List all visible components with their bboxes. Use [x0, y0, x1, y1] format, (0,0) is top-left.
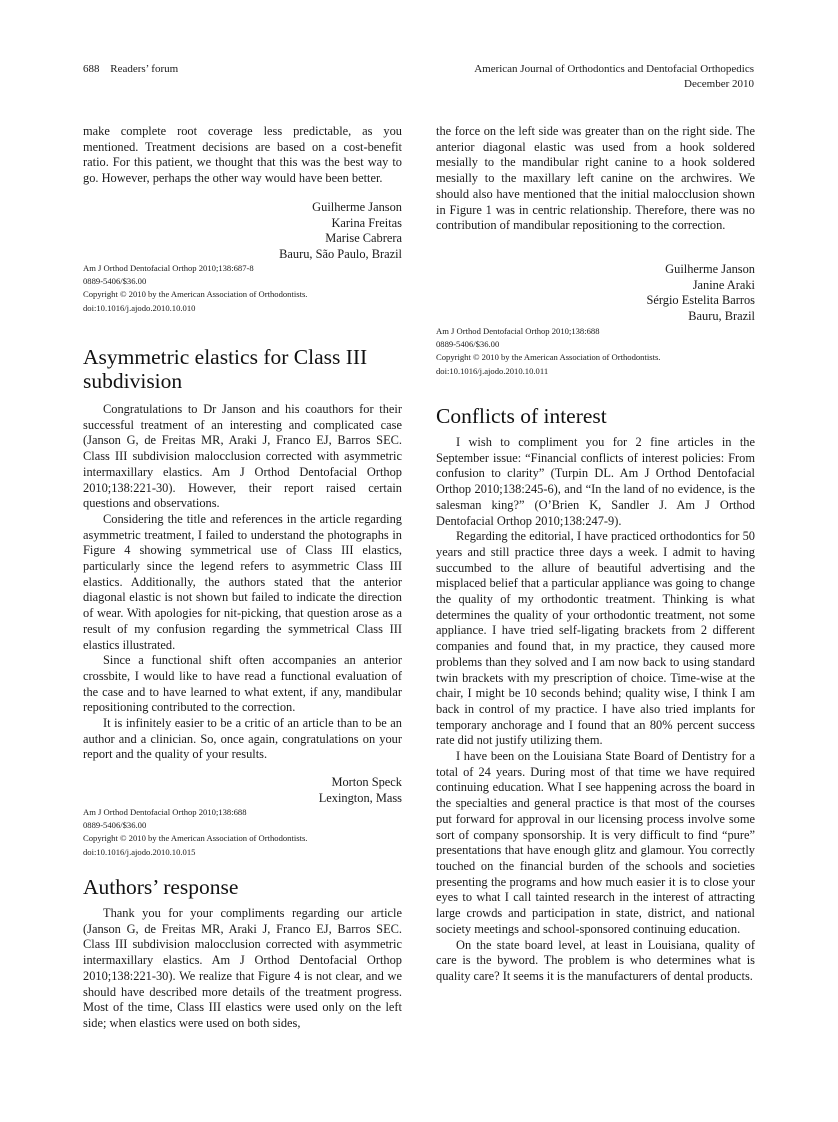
author-location: Bauru, São Paulo, Brazil [279, 247, 402, 262]
section-title: Authors’ response [83, 875, 239, 899]
letter-conflicts-of-interest [436, 404, 755, 428]
continued-letter [83, 124, 402, 187]
issn-price: 0889-5406/$36.00 [436, 339, 500, 350]
author-location: Bauru, Brazil [688, 309, 755, 324]
running-header-left [83, 62, 178, 77]
authors-response-continued [436, 124, 755, 234]
paragraph: On the state board level, at least in Louisiana, quality of care is the byword. The problem is who determines what is quality care? It seems it is the manufacturers of dental products. [436, 937, 755, 983]
paragraph: Regarding the editorial, I have practiced orthodontics for 50 years and still practice three days a week. I admit to having succumbed to the allure of beautiful advertising and the misplaced belief that a particular appliance was going to change the quality of my orthodontic treatment. Thinking is what determines the quality of your orthodontic treatment, not some appliance. I have tried self-ligating brackets from 2 different companies and found that, in my practice, they caused more problems than they solved and I am now back to using standard twin brackets with my prescription of choice. Time-wise at the chair, I might be 10 seconds behind; quality wise, I think I am back in control of my practice. I have also tried implants for temporary anchorage and I found that an 80% percent success rate did not justify utilizing them. [436, 529, 755, 748]
author-location: Lexington, Mass [318, 790, 402, 805]
citation: Am J Orthod Dentofacial Orthop 2010;138:687-8 [83, 263, 254, 273]
page-number: 688 [83, 63, 100, 75]
signature-block [83, 200, 402, 263]
authors-response [83, 875, 402, 899]
paragraph: make complete root coverage less predictable, as you mentioned. Treatment decisions are based on a cost-benefit ratio. For this patient, we thought that this was the best way to go. However, perhaps the other way would have been better. [83, 124, 402, 186]
issn-price: 0889-5406/$36.00 [83, 820, 147, 831]
paragraph: Considering the title and references in the article regarding asymmetric treatment, I failed to understand the photographs in Figure 4 showing symmetrical use of Class III elastics, particularly since the legend refers to asymmetric Class III elastics. Additionally, the authors stated that the anterior diagonal elastic is not shown but failed to indicate the direction of wear. With apologies for nit-picking, that question arose as a result of my confusion regarding the symmetrical Class III elastics illustrated. [83, 511, 402, 652]
paragraph: the force on the left side was greater than on the right side. The anterior diagonal elastic was used from a hook soldered mesially to the mandibular right canine to a hook soldered mesially to the maxillary left canine on the archwires. We should also have mentioned that the initial malocclusion shown in Figure 1 was in centric relationship. Therefore, there was no contribution of mandibular repositioning to the correction. [436, 124, 755, 233]
letter-body [83, 402, 402, 763]
paragraph: It is infinitely easier to be a critic of an article than to be an author and a clinician. So, once again, congratulations on your report and the quality of your results. [83, 716, 402, 762]
author-name: Sérgio Estelita Barros [646, 293, 755, 308]
paragraph: Congratulations to Dr Janson and his coauthors for their successful treatment of an interesting and complicated case (Janson G, de Freitas MR, Araki J, Franco EJ, Barros SEC. Class III subdivision malocclusion corrected with asymmetric intermaxillary elastics. Am J Orthod Dentofacial Orthop 2010;138:221-30). However, their report raised certain questions and observations. [83, 402, 402, 511]
authors-response-body [83, 906, 402, 1032]
signature-block [83, 775, 402, 806]
author-name: Guilherme Janson [665, 262, 755, 276]
citation: Am J Orthod Dentofacial Orthop 2010;138:688 [436, 326, 600, 336]
citation: Am J Orthod Dentofacial Orthop 2010;138:688 [83, 807, 247, 817]
copyright: Copyright © 2010 by the American Association of Orthodontists. [83, 833, 308, 844]
signature-block [436, 262, 755, 325]
issn-price: 0889-5406/$36.00 [83, 276, 147, 287]
author-name: Morton Speck [331, 775, 402, 789]
copyright: Copyright © 2010 by the American Association of Orthodontists. [83, 289, 308, 300]
letter-title: Conflicts of interest [436, 404, 607, 428]
doi-link[interactable]: doi:10.1016/j.ajodo.2010.10.011 [436, 365, 549, 376]
author-name: Karina Freitas [331, 215, 402, 230]
article-meta [83, 806, 402, 859]
author-name: Marise Cabrera [325, 231, 402, 246]
author-name: Guilherme Janson [312, 200, 402, 214]
author-name: Janine Araki [692, 277, 755, 292]
letter-body [436, 435, 755, 985]
paragraph: I have been on the Louisiana State Board of Dentistry for a total of 24 years. During most of that time we have required continuing education. What I see happening across the board in the specialties and general practice is that most of the courses put forward for approval in our licensing process involve some sort of company sponsorship. It is very difficult to find “pure” presentations that have enough glitz and glamour. You correctly touched on the financial burden of the schools and societies presenting the programs and how much easier it is to close your eyes to what I call tainted research in the interest of attracting large crowds and participation in state, district, and national society meetings and school-sponsored continuing education. [436, 749, 755, 936]
article-meta [436, 325, 755, 378]
journal-name: American Journal of Orthodontics and Dentofacial Orthopedics [474, 63, 754, 75]
running-header-right [474, 62, 754, 92]
doi-link[interactable]: doi:10.1016/j.ajodo.2010.10.015 [83, 846, 196, 857]
letter-title: Asymmetric elastics for Class III subdivision [83, 345, 368, 393]
doi-link[interactable]: doi:10.1016/j.ajodo.2010.10.010 [83, 302, 196, 313]
section-name: Readers’ forum [110, 63, 179, 75]
paragraph: Thank you for your compliments regarding our article (Janson G, de Freitas MR, Araki J, Franco EJ, Barros SEC. Class III subdivision malocclusion corrected with asymmetric intermaxillary elastics. Am J Orthod Dentofacial Orthop 2010;138:221-30). We realize that Figure 4 is not clear, and we should have described more details of the treatment progress. Most of the time, Class III elastics were used only on the left side; when elastics were used on both sides, [83, 906, 402, 1030]
article-meta [83, 262, 402, 315]
letter-asymmetric-elastics [83, 345, 402, 393]
issue-date: December 2010 [684, 78, 754, 90]
paragraph: Since a functional shift often accompanies an anterior crossbite, I would like to have read a functional evaluation of the case and to have learned to what extent, if any, mandibular repositioning contributed to the correction. [83, 653, 402, 715]
paragraph: I wish to compliment you for 2 fine articles in the September issue: “Financial conflicts of interest policies: From confusion to clarity” (Turpin DL. Am J Orthod Dentofacial Orthop 2010;138:245-6), and “In the land of no evidence, is the salesman king?” (O’Brien K, Sandler J. Am J Orthod Dentofacial Orthop 2010;138:247-9). [436, 435, 755, 528]
copyright: Copyright © 2010 by the American Association of Orthodontists. [436, 352, 661, 363]
